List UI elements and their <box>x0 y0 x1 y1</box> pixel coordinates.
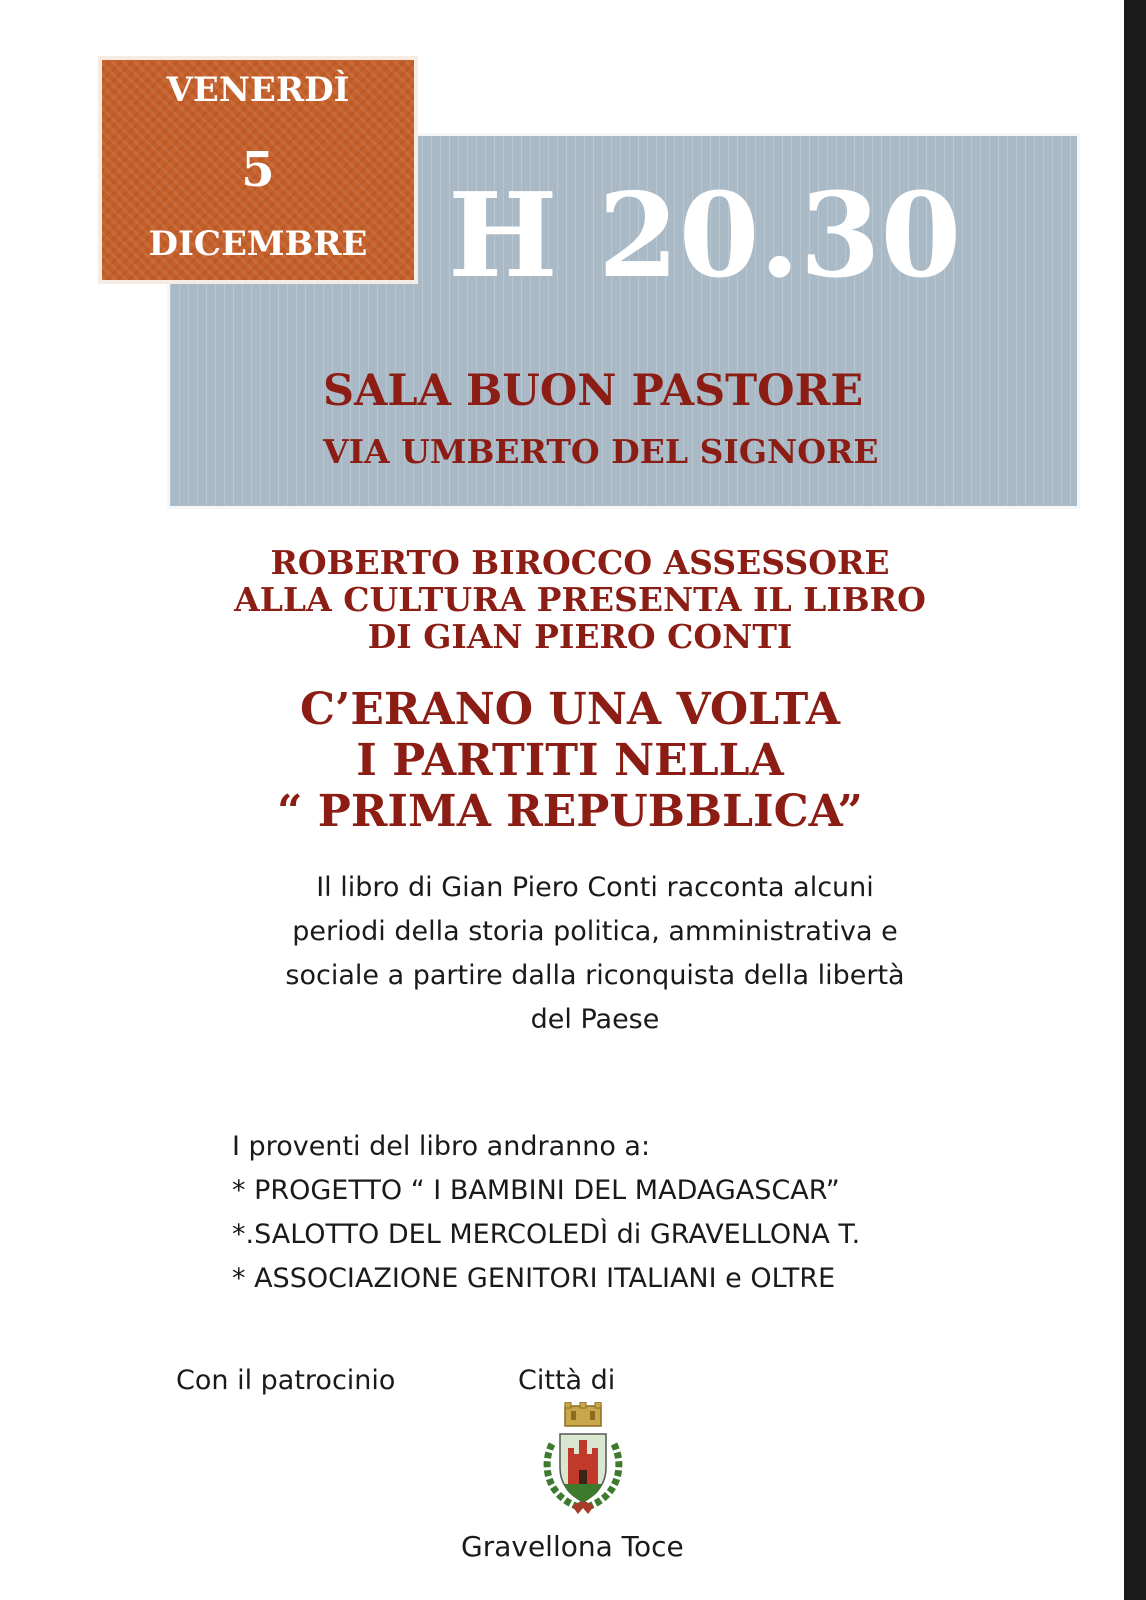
book-title-line: “ PRIMA REPUBBLICA” <box>277 786 863 837</box>
presenter-line: DI GIAN PIERO CONTI <box>367 617 793 656</box>
proceeds-item: * PROGETTO “ I BAMBINI DEL MADAGASCAR” <box>232 1175 840 1206</box>
right-edge-strip <box>1124 0 1146 1600</box>
presenter-line: ALLA CULTURA PRESENTA IL LIBRO <box>234 580 926 619</box>
book-title-line: I PARTITI NELLA <box>356 735 784 786</box>
presenter-line: ROBERTO BIROCCO ASSESSORE <box>270 543 890 582</box>
description-line: periodi della storia politica, amministrativa e <box>292 916 898 947</box>
proceeds-item: * ASSOCIAZIONE GENITORI ITALIANI e OLTRE <box>232 1263 836 1294</box>
presenter-text <box>160 544 1000 655</box>
city-prefix: Città di <box>518 1365 616 1396</box>
event-time: H 20.30 <box>448 168 962 304</box>
date-month: DICEMBRE <box>148 224 368 264</box>
venue-name: SALA BUON PASTORE <box>323 366 864 416</box>
coat-of-arms-icon <box>538 1402 628 1520</box>
city-name: Gravellona Toce <box>461 1530 684 1563</box>
proceeds-intro: I proventi del libro andranno a: <box>232 1131 651 1162</box>
book-title-line: C’ERANO UNA VOLTA <box>299 684 840 735</box>
description-line: del Paese <box>530 1004 660 1035</box>
book-description <box>170 866 1020 1042</box>
proceeds-list <box>232 1125 860 1301</box>
description-line: sociale a partire dalla riconquista della libertà <box>285 960 905 991</box>
patronage-label: Con il patrocinio <box>176 1365 396 1396</box>
date-weekday: VENERDÌ <box>166 70 350 110</box>
proceeds-item: *.SALOTTO DEL MERCOLEDÌ di GRAVELLONA T. <box>232 1219 861 1250</box>
date-box <box>102 60 414 280</box>
description-line: Il libro di Gian Piero Conti racconta alcuni <box>316 872 874 903</box>
venue-address: VIA UMBERTO DEL SIGNORE <box>323 432 879 471</box>
book-title <box>160 684 980 837</box>
date-day: 5 <box>241 142 275 198</box>
